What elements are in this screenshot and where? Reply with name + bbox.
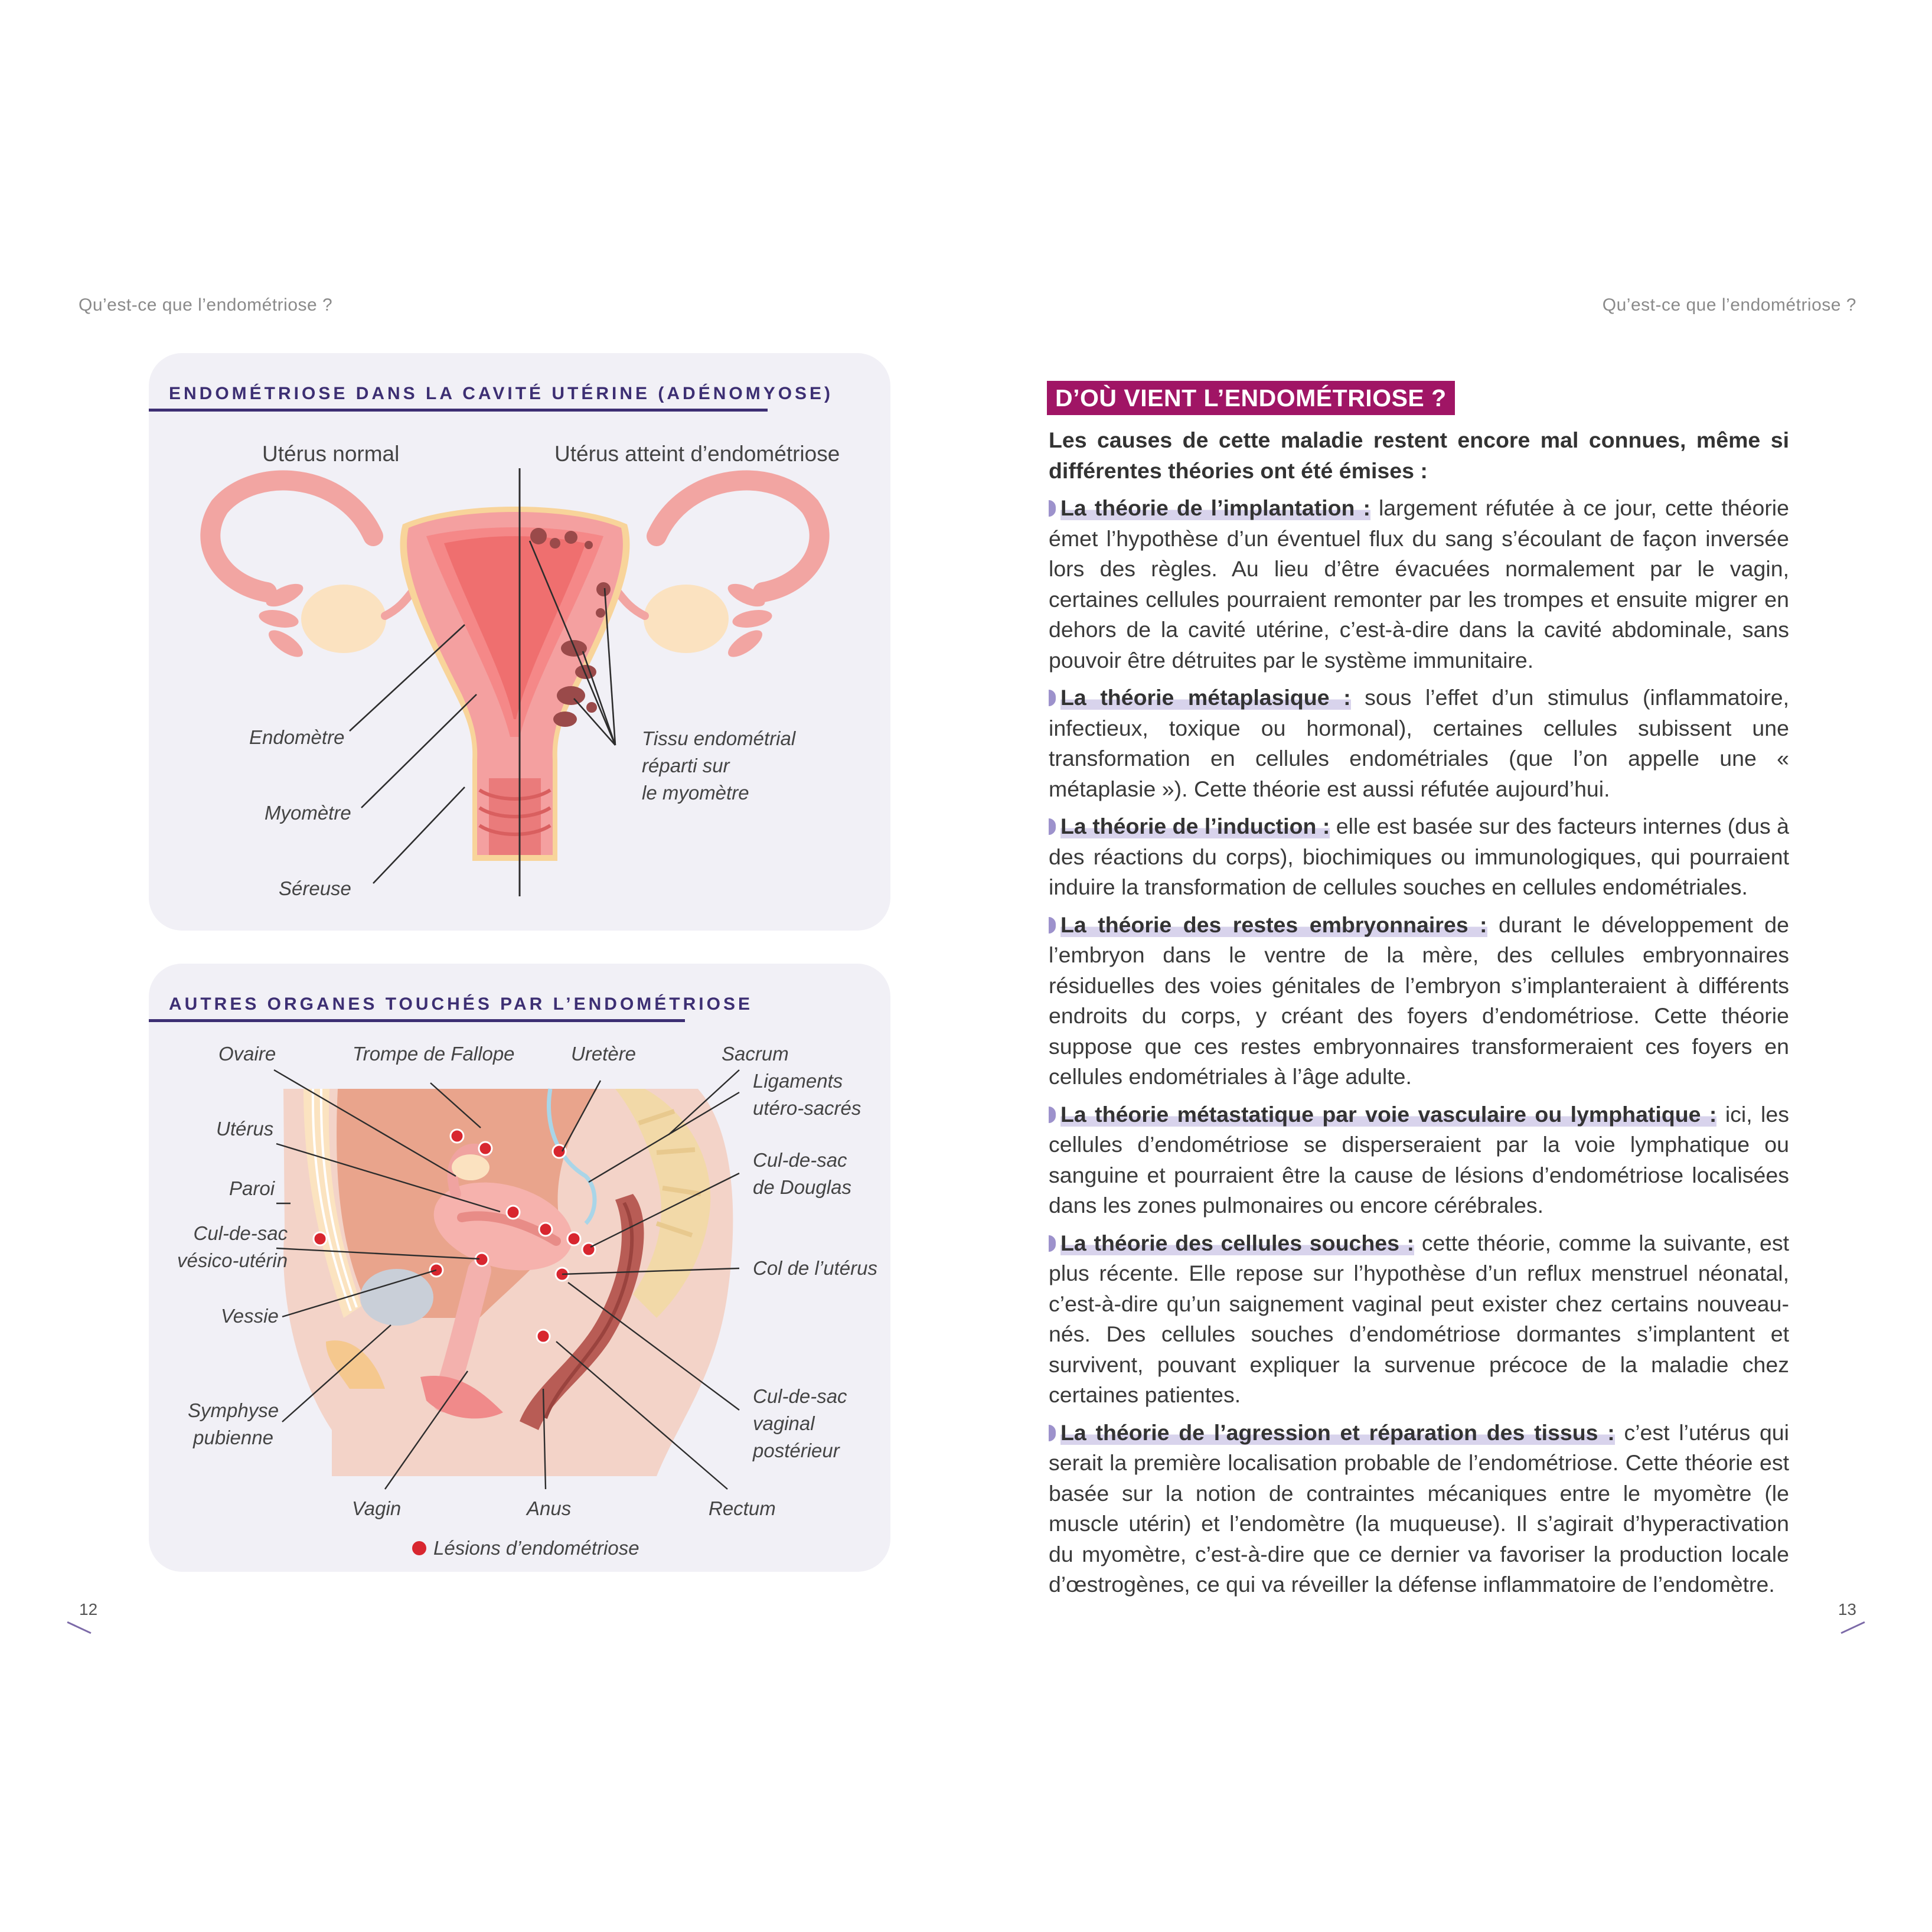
label-uterus-atteint: Utérus atteint d’endométriose — [554, 442, 840, 466]
theory-text: c’est l’utérus qui serait la première localisation probable de l’endométriose. Cette théorie est basée sur la notion de contraintes mécaniques entre le myomètre (le muscle utérin) et l’endomètre (la muqueuse). Il s’agirait d’hyperactivation du myomètre, c’est-à-dire que ce dernier va favoriser la production locale d’œstrogènes, ce qui va réveiller la défense inflammatoire de l’endomètre. — [1049, 1419, 1789, 1597]
theory-text: sous l’effet d’un stimulus (inflammatoire, infectieux, toxique ou hormonal), certaines cellules subissent une transformation en cellules endométriales (que l’on appelle une « métaplasie »). Cette théorie est aussi réfutée aujourd’hui. — [1049, 685, 1789, 801]
theory-agression-reparation — [1049, 1418, 1789, 1600]
page-number-right: 13 — [1838, 1600, 1856, 1618]
theory-text: ici, les cellules d’endométriose se disperseraient par la voie lymphatique ou sanguine et pourraient être la cause de lésions d’endométriose localisées dans les zones pulmonaires ou encore cérébrales. — [1049, 1101, 1789, 1218]
page-number-left: 12 — [79, 1600, 98, 1618]
label-line: Symphyse — [188, 1399, 279, 1421]
figure-adenomyose-panel — [149, 353, 890, 931]
theory-restes-embryonnaires — [1049, 910, 1789, 1092]
label-tissu-endometrial — [642, 725, 795, 807]
label-symphyse — [188, 1397, 279, 1451]
theory-term: La théorie de l’induction : — [1060, 814, 1330, 838]
theory-term: La théorie métaplasique : — [1060, 685, 1351, 710]
label-line: vésico-utérin — [177, 1249, 288, 1271]
label-line: Cul-de-sac — [753, 1385, 847, 1407]
label-douglas — [753, 1147, 851, 1201]
theory-term: La théorie métastatique par voie vasculaire ou lymphatique : — [1060, 1101, 1717, 1127]
label-line: Cul-de-sac — [193, 1222, 288, 1244]
label-trompe: Trompe de Fallope — [353, 1043, 515, 1065]
section-title: D’OÙ VIENT L’ENDOMÉTRIOSE ? — [1047, 381, 1455, 415]
folio-mark-left — [67, 1621, 91, 1634]
running-head-right: Qu’est-ce que l’endométriose ? — [1602, 295, 1856, 315]
figure-adenomyose-title: ENDOMÉTRIOSE DANS LA CAVITÉ UTÉRINE (ADÉNOMYOSE) — [169, 384, 834, 403]
label-tissu-line-1: Tissu endométrial — [642, 727, 796, 749]
label-ovaire: Ovaire — [218, 1043, 276, 1065]
theory-text: cette théorie, comme la suivante, est plus récente. Elle repose sur l’hypothèse d’un reflux menstruel néonatal, c’est-à-dire qu’un saignement vaginal peut exister chez certains nouveau-nés. Des cellules souches d’endométriose dormantes s’implantent et survivent, pouvant expliquer la survenue précoce de la maladie chez certaines patientes. — [1049, 1230, 1789, 1407]
label-endometre: Endomètre — [249, 726, 345, 748]
label-sereuse: Séreuse — [279, 877, 351, 899]
theory-metaplasique — [1049, 683, 1789, 804]
label-tissu-line-2: réparti sur — [642, 755, 730, 776]
theory-text: elle est basée sur des facteurs internes (dus à des réactions du corps), biochimiques ou immunologiques, qui pourraient induire la transformation de cellules souches en cellules endométriales. — [1049, 814, 1789, 899]
theory-text: largement réfutée à ce jour, cette théorie émet l’hypothèse d’un éventuel flux du sang s’écoulant de façon inversée lors des règles. Au lieu d’être évacuées normalement par le vagin, certaines cellules pourraient remonter par les trompes et ensuite migrer en dehors de la cavité utérine, c’est-à-dire dans la cavité abdominale, sans pouvoir être détruites par le système immunitaire. — [1049, 495, 1789, 673]
label-paroi: Paroi — [229, 1177, 275, 1199]
bullet-icon — [1049, 690, 1056, 706]
theory-term: La théorie des cellules souches : — [1060, 1230, 1415, 1255]
label-sacrum: Sacrum — [722, 1043, 789, 1065]
label-tissu-line-3: le myomètre — [642, 782, 749, 804]
label-line: Ligaments — [753, 1070, 843, 1092]
label-line: Cul-de-sac — [753, 1149, 847, 1171]
label-uretere: Uretère — [571, 1043, 637, 1065]
text-column — [1049, 425, 1789, 1607]
theory-cellules-souches — [1049, 1228, 1789, 1411]
bullet-icon — [1049, 1107, 1056, 1123]
theory-term: La théorie de l’implantation : — [1060, 495, 1370, 520]
theory-induction — [1049, 811, 1789, 903]
label-vessie: Vessie — [221, 1305, 279, 1327]
label-line: postérieur — [753, 1440, 840, 1461]
theory-term: La théorie de l’agression et réparation des tissus : — [1060, 1419, 1615, 1445]
intro-paragraph: Les causes de cette maladie restent encore mal connues, même si différentes théories ont été émises : — [1049, 427, 1789, 483]
bullet-icon — [1049, 500, 1056, 517]
theory-implantation — [1049, 493, 1789, 675]
theory-metastatique — [1049, 1099, 1789, 1221]
label-ligaments — [753, 1068, 861, 1122]
figure-organs-title: AUTRES ORGANES TOUCHÉS PAR L’ENDOMÉTRIOSE — [169, 994, 753, 1014]
folio-mark-right — [1840, 1621, 1865, 1634]
label-myometre: Myomètre — [265, 802, 351, 824]
label-line: utéro-sacrés — [753, 1097, 861, 1119]
label-uterus-normal: Utérus normal — [262, 442, 400, 466]
bullet-icon — [1049, 917, 1056, 934]
theory-text: durant le développement de l’embryon dans le ventre de la mère, des cellules embryonnaires résiduelles des voies génitales de l’embryon s’implanteraient à différents endroits du corps, y créant des foyers d’endométriose. Cette théorie suppose que ces restes embryonnaires transformeraient ces foyers en cellules endométriales à l’âge adulte. — [1049, 912, 1790, 1089]
bullet-icon — [1049, 1425, 1056, 1441]
label-col-uterus: Col de l’utérus — [753, 1257, 877, 1279]
label-vagin: Vagin — [352, 1497, 402, 1519]
bullet-icon — [1049, 818, 1056, 835]
legend-lesions: Lésions d’endométriose — [433, 1537, 639, 1559]
label-cul-de-sac-vesico — [177, 1220, 288, 1274]
label-rectum: Rectum — [709, 1497, 776, 1519]
bullet-icon — [1049, 1235, 1056, 1252]
label-line: pubienne — [193, 1427, 273, 1448]
label-uterus: Utérus — [216, 1118, 274, 1140]
label-anus: Anus — [527, 1497, 572, 1519]
label-line: vaginal — [753, 1412, 815, 1434]
label-line: de Douglas — [753, 1176, 851, 1198]
uterus-illustration — [149, 353, 890, 931]
label-cul-de-sac-vaginal — [753, 1383, 847, 1464]
theory-term: La théorie des restes embryonnaires : — [1060, 912, 1487, 937]
running-head-left: Qu’est-ce que l’endométriose ? — [79, 295, 333, 315]
figure-organs-panel — [149, 964, 890, 1572]
